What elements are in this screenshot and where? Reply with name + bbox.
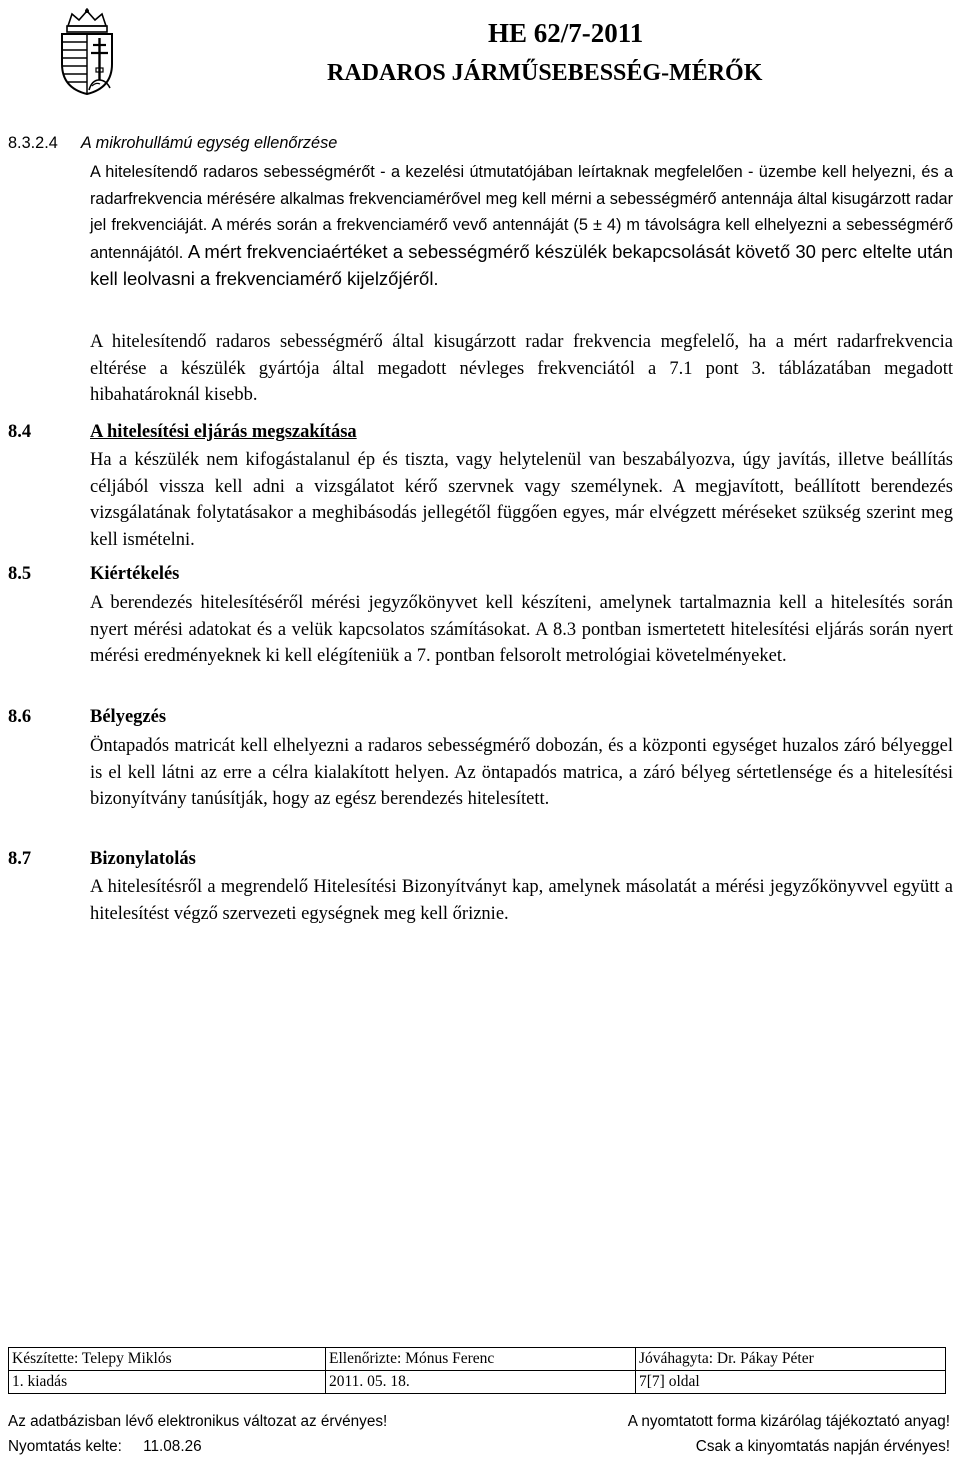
printed-version-note: A nyomtatott forma kizárólag tájékoztató anyag!: [627, 1413, 950, 1430]
document-code: HE 62/7-2011: [488, 18, 644, 48]
paragraph-acceptance: A hitelesítendő radaros sebességmérő által kisugárzott radar frekvencia megfelelő, ha a mért radarfrekvencia eltérése a készülék gyártója által megadott névleges frekvenciától a 7.1 pont 3. táblázatában megadott hibahatároknál kisebb.: [90, 332, 953, 405]
paragraph-sentence: A mért frekvenciaértéket a sebességmérő készülék bekapcsolását követő 30 perc eltelte után kell leolvasni a frekvenciamérő kijelzőjéről.: [90, 240, 953, 289]
section-title: Bizonylatolás: [90, 849, 196, 869]
paragraph-measurement-setup: [90, 159, 953, 294]
edition-cell: 1. kiadás: [9, 1371, 326, 1394]
subsection-title: A mikrohullámú egység ellenőrzése: [80, 134, 338, 152]
approved-by-cell: Jóváhagyta: Dr. Pákay Péter: [636, 1348, 946, 1371]
section-body: Ha a készülék nem kifogástalanul ép és tiszta, vagy helytelenül van beszabályozva, úgy javítás, illetve beállítás céljából vissza kell adni a vizsgálatot kérő szervnek vagy személynek. A megjavított, beállított berendezés vizsgálatának folytatásakor a meghibásodás jellegétől függően egyes, már elvégzett méréseket szükség szerint meg kell ismételni.: [90, 450, 953, 550]
date-cell: 2011. 05. 18.: [326, 1371, 636, 1394]
section-number: 8.4: [8, 422, 32, 442]
subsection-number: 8.3.2.4: [8, 134, 58, 152]
section-body: A hitelesítésről a megrendelő Hitelesítési Bizonyítványt kap, amelynek másolatát a mérési jegyzőkönyvvel együtt a hitelesítést végző szervezeti egységnek meg kell őriznie.: [90, 877, 953, 924]
subsection-heading: [8, 134, 337, 153]
validity-note: Csak a kinyomtatás napján érvényes!: [695, 1438, 950, 1455]
checked-by-cell: Ellenőrizte: Mónus Ferenc: [326, 1348, 636, 1371]
document-title: RADAROS JÁRMŰSEBESSÉG-MÉRŐK: [327, 60, 763, 86]
print-date: Nyomtatás kelte: 11.08.26: [8, 1438, 202, 1455]
section-number: 8.5: [8, 564, 32, 584]
page-number-cell: 7[7] oldal: [636, 1371, 946, 1394]
approval-table: [8, 1347, 946, 1394]
table-row: [9, 1371, 946, 1394]
paragraph-sentence: A mérés során a frekvenciamérő vevő antennáját (5 ± 4) m távolságra kell elhelyezni a sebességmérő antennájától.: [90, 216, 954, 262]
section-number: 8.6: [8, 707, 32, 727]
hungarian-coat-of-arms-icon: [54, 8, 120, 96]
prepared-by-cell: Készítette: Telepy Miklós: [9, 1348, 326, 1371]
paragraph-sentence: A hitelesítendő radaros sebességmérőt - a kezelési útmutatójában leírtaknak megfelelően - üzembe kell helyezni, és a radarfrekvencia mérésére alkalmas frekvenciamérővel meg kell mérni a sebességmérő antennája által kisugárzott radar jel frekvenciáját.: [90, 163, 953, 234]
section-body: Öntapadós matricát kell elhelyezni a radaros sebességmérő dobozán, és a központi egységet huzalos záró bélyeggel is el kell látni az erre a célra kialakított helyen. Az öntapadós matrica, a záró bélyeg sértetlensége és a hitelesítési bizonyítvány tanúsítják, hogy az egész berendezés hitelesített.: [90, 736, 953, 809]
electronic-version-note: Az adatbázisban lévő elektronikus változat az érvényes!: [8, 1413, 388, 1430]
section-number: 8.7: [8, 849, 32, 869]
table-row: [9, 1348, 946, 1371]
section-body: A berendezés hitelesítéséről mérési jegyzőkönyvet kell készíteni, amelynek tartalmaznia kell a hitelesítés során nyert mérési adatokat és a velük kapcsolatos számításokat. A 8.3 pontban ismertetett hitelesítési eljárás során nyert mérési eredményeknek ki kell elégíteniük a 7. pontban felsorolt metrológiai követelményeket.: [90, 593, 953, 666]
section-title: Kiértékelés: [90, 564, 180, 584]
section-title: Bélyegzés: [90, 707, 167, 727]
section-title: A hitelesítési eljárás megszakítása: [90, 422, 357, 442]
